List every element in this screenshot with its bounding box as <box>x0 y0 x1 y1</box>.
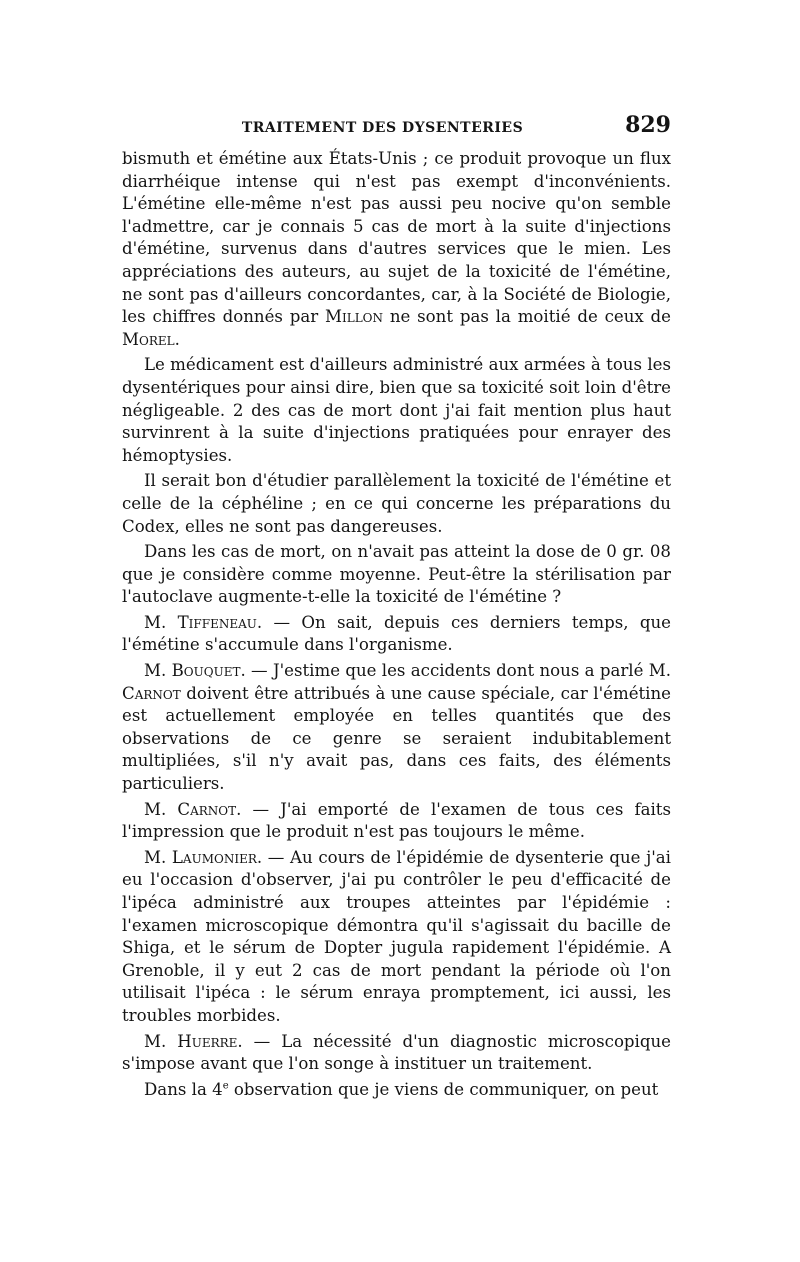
paragraph-1 <box>122 148 671 351</box>
paragraph-6 <box>122 660 671 796</box>
page-number: 829 <box>625 112 671 138</box>
text-run: Dans la 4 <box>144 1079 223 1099</box>
author-name: Carnot <box>122 683 181 703</box>
author-name: Morel <box>122 329 175 349</box>
book-page <box>122 112 671 1101</box>
text-run: observation que je viens de communiquer, on peut <box>228 1079 659 1099</box>
text-run: . — Au cours de l'épidémie de dysenterie que j'ai eu l'occasion d'observer, j'ai pu contrôler le peu d'efficacité de l'ipéca administré aux troupes atteintes par l'épidémie : l'examen microscopique démontra qu'il s'agissait du bacille de Shiga, et le sérum de Dopter jugula rapidement l'épidémie. A Grenoble, il y eut 2 cas de mort pendant la période où l'on utilisait l'ipéca : le sérum enraya promptement, ici aussi, les troubles morbides. <box>122 847 671 1025</box>
speaker-name: Carnot <box>177 799 237 819</box>
paragraph-4: Dans les cas de mort, on n'avait pas atteint la dose de 0 gr. 08 que je considère comme moyenne. Peut-être la stérilisation par l'autoclave augmente-t-elle la toxicité de l'émétine ? <box>122 542 671 607</box>
speaker-name: Bouquet <box>171 661 241 681</box>
paragraph-10 <box>122 1079 671 1102</box>
superscript: e <box>222 1080 229 1092</box>
text-run: doivent être attribués à une cause spéciale, car l'émétine est actuellement employée en telles quantités que des observations de ce genre se seraient indubitablement multipliées, s'il n'y avait pas, dans ces faits, des éléments particuliers. <box>122 683 671 794</box>
text-run: . — La nécessité d'un diagnostic microscopique s'impose avant que l'on songe à instituer un traitement. <box>122 1031 671 1074</box>
speaker-name: Laumonier <box>171 847 257 867</box>
page-header <box>122 112 671 146</box>
speaker-name: Huerre <box>177 1031 238 1051</box>
paragraph-8 <box>122 847 671 1028</box>
text-run: . — On sait, depuis ces derniers temps, que l'émétine s'accumule dans l'organisme. <box>122 612 671 655</box>
paragraph-5 <box>122 612 671 657</box>
text-run: . <box>174 329 180 349</box>
text-run: . — J'ai emporté de l'examen de tous ces faits l'impression que le produit n'est pas toujours le même. <box>122 799 671 842</box>
speaker-prefix: M. <box>144 1031 178 1051</box>
speaker-prefix: M. <box>144 799 178 819</box>
text-run: . — J'estime que les accidents dont nous a parlé M. <box>240 661 672 681</box>
text-run: bismuth et émétine aux États-Unis ; ce produit provoque un flux diarrhéique intense qui n'est pas exempt d'inconvénients. L'émétine elle-même n'est pas aussi peu nocive qu'on semble l'admettre, car je connais 5 cas de mort à la suite d'injections d'émétine, survenus dans d'autres services que le mien. Les appréciations des auteurs, au sujet de la toxicité de l'émétine, ne sont pas d'ailleurs concordantes, car, à la Société de Biologie, les chiffres donnés par <box>122 149 671 327</box>
paragraph-2: Le médicament est d'ailleurs administré aux armées à tous les dysentériques pour ainsi dire, bien que sa toxicité soit loin d'être négligeable. 2 des cas de mort dont j'ai fait mention plus haut survinrent à la suite d'injections pratiquées pour enrayer des hémoptysies. <box>122 355 671 465</box>
running-title: TRAITEMENT DES DYSENTERIES <box>241 120 524 136</box>
paragraph-7 <box>122 799 671 844</box>
speaker-prefix: M. <box>144 661 172 681</box>
paragraph-9 <box>122 1031 671 1076</box>
text-run: ne sont pas la moitié de ceux de <box>383 307 672 327</box>
speaker-prefix: M. <box>144 847 172 867</box>
paragraph-3: Il serait bon d'étudier parallèlement la toxicité de l'émétine et celle de la céphéline ; en ce qui concerne les préparations du Codex, elles ne sont pas dangereuses. <box>122 471 671 536</box>
speaker-name: Tiffeneau <box>177 612 257 632</box>
speaker-prefix: M. <box>144 612 178 632</box>
author-name: Millon <box>325 307 384 327</box>
